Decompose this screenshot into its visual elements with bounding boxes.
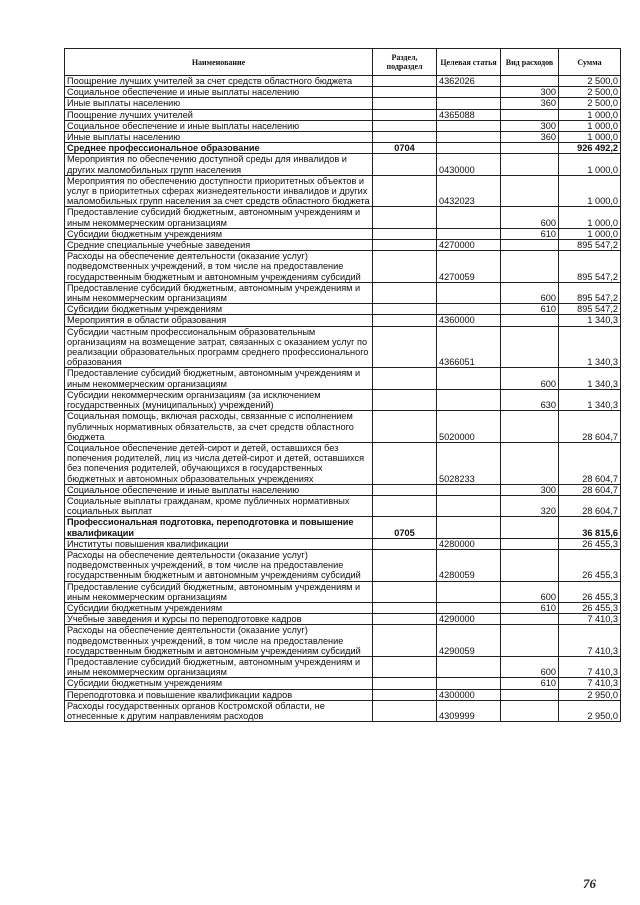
cell-type (501, 240, 559, 251)
table-row (65, 689, 621, 700)
cell-type (501, 143, 559, 154)
table-row (65, 484, 621, 495)
cell-target: 4270000 (437, 240, 501, 251)
header-sum: Сумма (559, 49, 621, 76)
cell-name: Среднее профессиональное образование (65, 143, 373, 154)
cell-section (373, 625, 437, 657)
cell-target: 0432023 (437, 175, 501, 207)
cell-name: Социальное обеспечение и иные выплаты населению (65, 120, 373, 131)
cell-section (373, 368, 437, 389)
cell-name: Субсидии бюджетным учреждениям (65, 228, 373, 239)
cell-target: 4360000 (437, 315, 501, 326)
cell-section (373, 251, 437, 283)
cell-name: Профессиональная подготовка, переподготовка и повышение квалификации (65, 517, 373, 538)
cell-section (373, 700, 437, 721)
cell-section (373, 495, 437, 516)
cell-sum: 28 604,7 (559, 484, 621, 495)
cell-sum: 1 000,0 (559, 132, 621, 143)
cell-target (437, 517, 501, 538)
cell-target: 5020000 (437, 411, 501, 443)
header-type: Вид расходов (501, 49, 559, 76)
table-row (65, 368, 621, 389)
cell-name: Учебные заведения и курсы по переподготовке кадров (65, 614, 373, 625)
header-name: Наименование (65, 49, 373, 76)
cell-name: Иные выплаты населению (65, 132, 373, 143)
cell-section (373, 326, 437, 368)
cell-type: 610 (501, 304, 559, 315)
cell-section (373, 240, 437, 251)
cell-section (373, 98, 437, 109)
cell-sum: 7 410,3 (559, 625, 621, 657)
cell-sum: 1 000,0 (559, 120, 621, 131)
cell-type: 610 (501, 228, 559, 239)
table-row (65, 143, 621, 154)
cell-type (501, 154, 559, 175)
cell-name: Субсидии частным профессиональным образовательным организациям на возмещение затрат, связанных с оказанием услуг по реализации образовательных программ среднего профессионального образования (65, 326, 373, 368)
cell-name: Социальное обеспечение и иные выплаты населению (65, 87, 373, 98)
cell-sum: 7 410,3 (559, 678, 621, 689)
cell-sum: 2 500,0 (559, 76, 621, 87)
cell-type (501, 517, 559, 538)
cell-name: Расходы на обеспечение деятельности (оказание услуг) подведомственных учреждений, в том числе на предоставление государственным бюджетным и автономным учреждениям субсидий (65, 549, 373, 581)
table-row (65, 656, 621, 677)
cell-type: 600 (501, 368, 559, 389)
cell-type (501, 689, 559, 700)
cell-sum: 1 000,0 (559, 109, 621, 120)
cell-name: Субсидии бюджетным учреждениям (65, 602, 373, 613)
cell-sum: 895 547,2 (559, 304, 621, 315)
cell-section (373, 689, 437, 700)
table-row (65, 549, 621, 581)
header-section: Раздел, подраздел (373, 49, 437, 76)
cell-sum: 26 455,3 (559, 581, 621, 602)
cell-section (373, 389, 437, 410)
cell-sum: 26 455,3 (559, 549, 621, 581)
cell-name: Предоставление субсидий бюджетным, автономным учреждениям и иным некоммерческим организациям (65, 207, 373, 228)
table-body (65, 76, 621, 722)
cell-sum: 36 815,6 (559, 517, 621, 538)
cell-target (437, 495, 501, 516)
cell-target (437, 143, 501, 154)
cell-sum: 28 604,7 (559, 442, 621, 484)
cell-sum: 895 547,2 (559, 240, 621, 251)
cell-section (373, 602, 437, 613)
table-row (65, 389, 621, 410)
cell-type: 630 (501, 389, 559, 410)
cell-target: 4366051 (437, 326, 501, 368)
cell-name: Предоставление субсидий бюджетным, автономным учреждениям и иным некоммерческим организациям (65, 656, 373, 677)
table-row (65, 120, 621, 131)
table-row (65, 538, 621, 549)
cell-section (373, 538, 437, 549)
cell-sum: 28 604,7 (559, 411, 621, 443)
cell-name: Мероприятия в области образования (65, 315, 373, 326)
cell-section (373, 120, 437, 131)
cell-sum: 26 455,3 (559, 602, 621, 613)
cell-name: Субсидии некоммерческим организациям (за исключением государственных (муниципальных) учреждений) (65, 389, 373, 410)
cell-sum: 2 950,0 (559, 689, 621, 700)
cell-section (373, 154, 437, 175)
cell-target: 0430000 (437, 154, 501, 175)
cell-target (437, 389, 501, 410)
cell-section: 0705 (373, 517, 437, 538)
cell-section (373, 614, 437, 625)
table-row (65, 495, 621, 516)
cell-target (437, 581, 501, 602)
cell-name: Субсидии бюджетным учреждениям (65, 304, 373, 315)
cell-type (501, 700, 559, 721)
table-row (65, 76, 621, 87)
cell-type: 300 (501, 120, 559, 131)
cell-type (501, 538, 559, 549)
cell-section (373, 304, 437, 315)
table-row (65, 442, 621, 484)
table-row (65, 304, 621, 315)
cell-name: Средние специальные учебные заведения (65, 240, 373, 251)
cell-section (373, 678, 437, 689)
cell-target: 5028233 (437, 442, 501, 484)
cell-sum: 1 000,0 (559, 175, 621, 207)
cell-type (501, 411, 559, 443)
table-header-row (65, 49, 621, 76)
table-row (65, 98, 621, 109)
cell-section (373, 549, 437, 581)
table-row (65, 109, 621, 120)
cell-sum: 1 340,3 (559, 389, 621, 410)
table-row (65, 175, 621, 207)
cell-sum: 2 950,0 (559, 700, 621, 721)
table-row (65, 87, 621, 98)
cell-sum: 1 000,0 (559, 228, 621, 239)
table-row (65, 326, 621, 368)
cell-name: Расходы на обеспечение деятельности (оказание услуг) подведомственных учреждений, в том числе на предоставление государственным бюджетным и автономным учреждениям субсидий (65, 625, 373, 657)
cell-name: Предоставление субсидий бюджетным, автономным учреждениям и иным некоммерческим организациям (65, 368, 373, 389)
cell-type: 300 (501, 484, 559, 495)
cell-section (373, 207, 437, 228)
table-row (65, 678, 621, 689)
cell-target: 4280059 (437, 549, 501, 581)
cell-target: 4365088 (437, 109, 501, 120)
cell-name: Иные выплаты населению (65, 98, 373, 109)
cell-name: Институты повышения квалификации (65, 538, 373, 549)
cell-type (501, 549, 559, 581)
cell-name: Поощрение лучших учителей за счет средств областного бюджета (65, 76, 373, 87)
cell-sum: 28 604,7 (559, 495, 621, 516)
cell-target (437, 602, 501, 613)
table-row (65, 625, 621, 657)
cell-name: Социальное обеспечение и иные выплаты населению (65, 484, 373, 495)
cell-type: 600 (501, 207, 559, 228)
cell-target (437, 98, 501, 109)
cell-target: 4362026 (437, 76, 501, 87)
cell-section (373, 484, 437, 495)
cell-section (373, 175, 437, 207)
cell-section (373, 76, 437, 87)
cell-sum: 7 410,3 (559, 614, 621, 625)
page-number: 76 (583, 876, 596, 891)
budget-table (64, 48, 621, 722)
cell-target (437, 656, 501, 677)
cell-type: 610 (501, 678, 559, 689)
cell-type: 360 (501, 132, 559, 143)
cell-section (373, 109, 437, 120)
cell-type: 300 (501, 87, 559, 98)
table-row (65, 240, 621, 251)
cell-type (501, 442, 559, 484)
table-row (65, 282, 621, 303)
cell-name: Поощрение лучших учителей (65, 109, 373, 120)
table-row (65, 581, 621, 602)
cell-section: 0704 (373, 143, 437, 154)
cell-name: Социальное обеспечение детей-сирот и детей, оставшихся без попечения родителей, лиц из числа детей-сирот и детей, оставшихся без попечения родителей, обучающихся в государственных бюджетных и автономных образовательных учреждениях (65, 442, 373, 484)
cell-section (373, 228, 437, 239)
cell-sum: 1 000,0 (559, 154, 621, 175)
cell-sum: 7 410,3 (559, 656, 621, 677)
cell-type: 600 (501, 282, 559, 303)
cell-type (501, 76, 559, 87)
cell-target (437, 120, 501, 131)
cell-type: 610 (501, 602, 559, 613)
cell-type (501, 614, 559, 625)
cell-sum: 2 500,0 (559, 98, 621, 109)
cell-type (501, 315, 559, 326)
cell-target (437, 132, 501, 143)
cell-type (501, 625, 559, 657)
cell-sum: 2 500,0 (559, 87, 621, 98)
cell-sum: 1 340,3 (559, 315, 621, 326)
cell-target (437, 207, 501, 228)
cell-target: 4270059 (437, 251, 501, 283)
cell-sum: 26 455,3 (559, 538, 621, 549)
cell-name: Мероприятия по обеспечению доступной среды для инвалидов и других маломобильных групп населения (65, 154, 373, 175)
cell-section (373, 581, 437, 602)
cell-section (373, 442, 437, 484)
cell-name: Расходы на обеспечение деятельности (оказание услуг) подведомственных учреждений, в том числе на предоставление государственным бюджетным и автономным учреждениям субсидий (65, 251, 373, 283)
table-row (65, 207, 621, 228)
table-row (65, 132, 621, 143)
cell-name: Предоставление субсидий бюджетным, автономным учреждениям и иным некоммерческим организациям (65, 581, 373, 602)
cell-target (437, 678, 501, 689)
cell-name: Расходы государственных органов Костромской области, не отнесенные к другим направлениям расходов (65, 700, 373, 721)
cell-sum: 1 340,3 (559, 368, 621, 389)
cell-target (437, 304, 501, 315)
cell-target (437, 228, 501, 239)
cell-type: 320 (501, 495, 559, 516)
cell-type: 600 (501, 656, 559, 677)
table-row (65, 614, 621, 625)
cell-target (437, 282, 501, 303)
cell-type (501, 251, 559, 283)
cell-target (437, 368, 501, 389)
cell-target (437, 87, 501, 98)
cell-type: 600 (501, 581, 559, 602)
cell-name: Мероприятия по обеспечению доступности приоритетных объектов и услуг в приоритетных сферах жизнедеятельности инвалидов и других маломобильных групп населения за счет средств областного бюджета (65, 175, 373, 207)
table-row (65, 251, 621, 283)
cell-sum: 926 492,2 (559, 143, 621, 154)
cell-section (373, 656, 437, 677)
table-row (65, 602, 621, 613)
cell-type (501, 109, 559, 120)
cell-target: 4290000 (437, 614, 501, 625)
cell-name: Субсидии бюджетным учреждениям (65, 678, 373, 689)
table-row (65, 228, 621, 239)
cell-sum: 895 547,2 (559, 282, 621, 303)
cell-type: 360 (501, 98, 559, 109)
cell-section (373, 87, 437, 98)
cell-section (373, 411, 437, 443)
table-row (65, 154, 621, 175)
cell-section (373, 132, 437, 143)
cell-type (501, 175, 559, 207)
cell-section (373, 315, 437, 326)
cell-target: 4280000 (437, 538, 501, 549)
cell-name: Социальные выплаты гражданам, кроме публичных нормативных социальных выплат (65, 495, 373, 516)
cell-section (373, 282, 437, 303)
cell-target: 4300000 (437, 689, 501, 700)
cell-sum: 1 000,0 (559, 207, 621, 228)
cell-name: Социальная помощь, включая расходы, связанные с исполнением публичных нормативных обязательств, за счет средств областного бюджета (65, 411, 373, 443)
cell-name: Переподготовка и повышение квалификации кадров (65, 689, 373, 700)
table-row (65, 700, 621, 721)
cell-sum: 1 340,3 (559, 326, 621, 368)
cell-type (501, 326, 559, 368)
cell-name: Предоставление субсидий бюджетным, автономным учреждениям и иным некоммерческим организациям (65, 282, 373, 303)
table-row (65, 517, 621, 538)
cell-target: 4290059 (437, 625, 501, 657)
table-row (65, 411, 621, 443)
cell-target: 4309999 (437, 700, 501, 721)
cell-target (437, 484, 501, 495)
header-target: Целевая статья (437, 49, 501, 76)
cell-sum: 895 547,2 (559, 251, 621, 283)
table-row (65, 315, 621, 326)
